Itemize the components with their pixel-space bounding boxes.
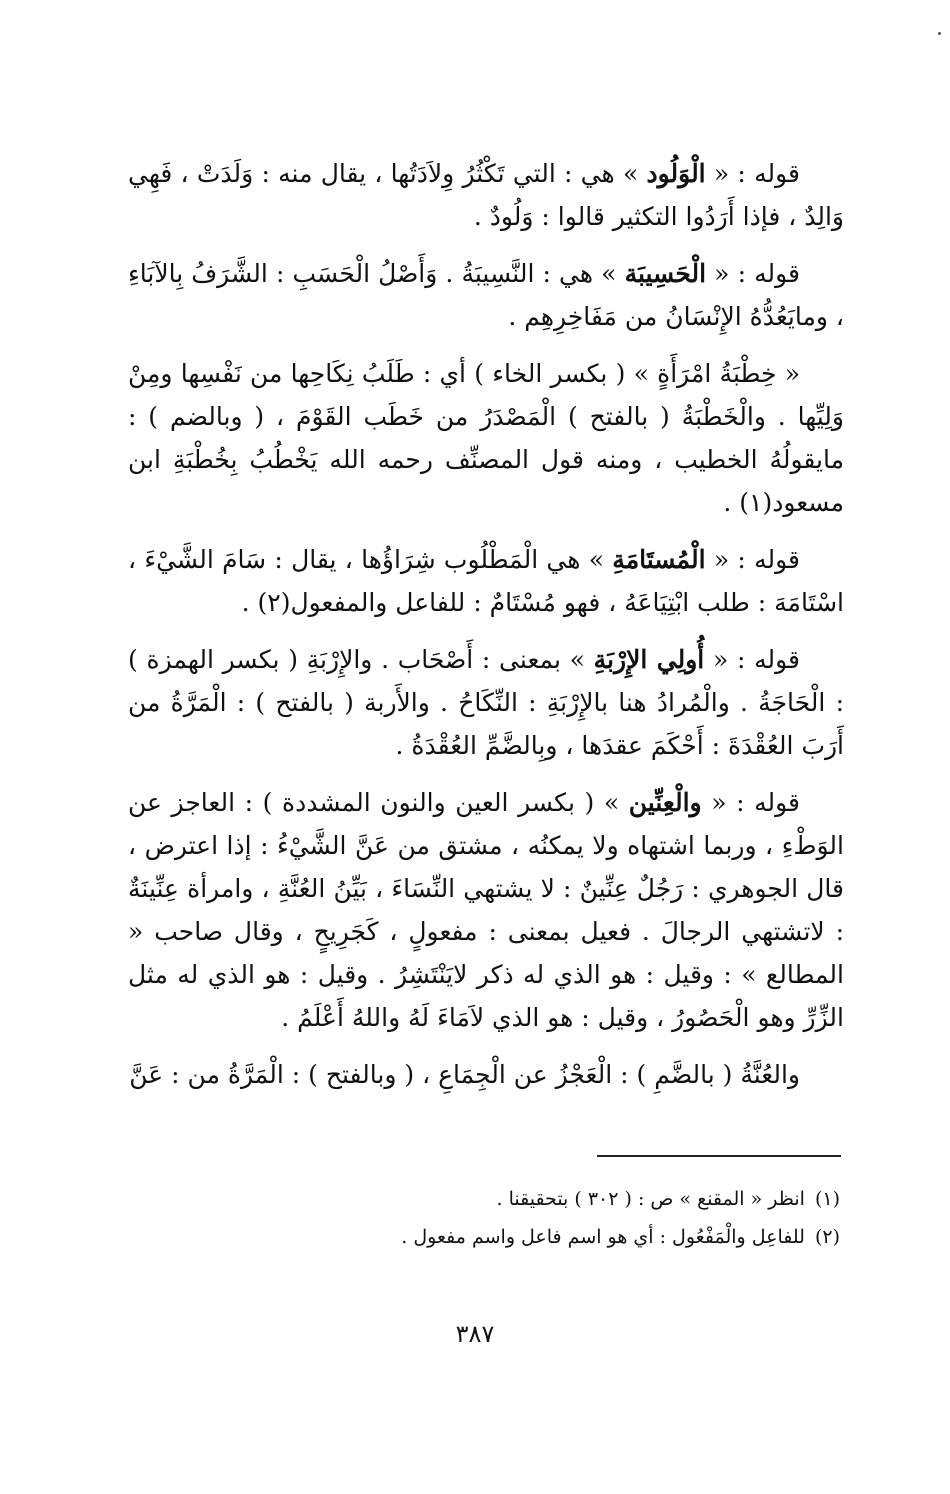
paragraph-lead: قوله : « [705, 159, 800, 188]
paragraph-term: الْحَسِيبَة [624, 259, 707, 288]
footnote-text: انظر « المقنع » ص : ( ٣٠٢ ) بتحقيقنا . [496, 1188, 805, 1210]
paragraph-body: » ( بكسر العين والنون المشددة ) : العاجز عن الوَطْءِ ، وربما اشتهاه ولا يمكنُه ، مشتق من عَنَّ الشَّيْءُ : إذا اعترض ، قال الجوهري : رَجُلٌ عِنِّينٌ : لا يشتهي النِّسَاءَ ، بَيِّنُ العُنَّةِ ، وامرأة عِنِّينَةٌ : لاتشتهي الرجالَ . فعيل بمعنى : مفعولٍ ، كَجَرِيحٍ ، وقال صاحب « المطالع » : وقيل : هو الذي له ذكر لايَنْتَشِرُ . وقيل : هو الذي له مثل الزِّرِّ وهو الْحَصُورُ ، وقيل : هو الذي لاَمَاءَ لَهُ واللهُ أَعْلَمُ . [128, 788, 844, 1032]
paragraph-term: الْمُستَامَةِ [612, 545, 706, 574]
footnote-number: (١) [814, 1188, 840, 1210]
paragraph-lead: « [776, 359, 800, 388]
paragraph [128, 1053, 844, 1096]
paragraph-body: » هي : التي تَكْثُرُ وِلاَدَتُها ، يقال منه : وَلَدَتْ ، فَهِي وَالِدٌ ، فإذا أَرَدُوا التكثير قالوا : وَلُودٌ . [128, 159, 844, 231]
paragraph [128, 781, 844, 1039]
paragraph [128, 352, 844, 524]
footnote-divider [597, 1155, 841, 1157]
paragraph [128, 638, 844, 767]
paragraph-lead: قوله : « [706, 259, 800, 288]
paragraph-term: أُولِي الإِرْبَةِ [593, 645, 705, 674]
paragraph [128, 252, 844, 338]
paragraph-body: » هي الْمَطْلُوب شِرَاؤُها ، يقال : سَامَ الشَّيْءَ ، اسْتَامَهَ : طلب ابْتِيَاعَهُ ، فهو مُسْتَامٌ : للفاعل والمفعول(٢) . [128, 545, 844, 617]
footnote [128, 1182, 840, 1216]
paragraph-body: » بمعنى : أَصْحَاب . والإِرْبَةِ ( بكسر الهمزة ) : الْحَاجَةُ . والْمُرادُ هنا بالإِرْبَةِ : النِّكَاحُ . والأَربة ( بالفتح ) : الْمَرَّةُ من أَرَبَ العُقْدَةَ : أَحْكَمَ عقدَها ، وبِالضَّمِّ العُقْدَةُ . [128, 645, 844, 760]
paragraph-body: والعُنَّةُ ( بالضَّمِ ) : الْعَجْزُ عن الْجِمَاعِ ، ( وبالفتح ) : الْمَرَّةُ من : عَنَّ [129, 1060, 800, 1089]
paragraph-body: » هي : النَّسِيبَةُ . وَأَصْلُ الْحَسَبِ : الشَّرَفُ بِالآبَاءِ ، ومايَعُدُّهُ الإِنْسَانُ من مَفَاخِرِهِم . [128, 259, 844, 331]
paragraph-body: خِطْبَةُ امْرَأَةٍ » ( بكسر الخاء ) أي : طَلَبُ نِكَاحِها من نَفْسِها ومِنْ وَلِيِّها . والْخَطْبَةُ ( بالفتح ) الْمَصْدَرُ من خَطَب القَوْمَ ، ( وبالضم ) : مايقولُهُ الخطيب ، ومنه قول المصنِّف رحمه الله يَخْطُبُ بِخُطْبَةِ ابن مسعود(١) . [128, 359, 844, 517]
paragraph-term: والْعِنِّين [628, 788, 702, 817]
footnotes [128, 1182, 840, 1258]
main-text [128, 152, 844, 1110]
paragraph-lead: قوله : « [701, 788, 800, 817]
paragraph-lead: قوله : « [705, 545, 800, 574]
footnote-number: (٢) [814, 1226, 840, 1248]
footnote-text: للفاعِل والْمَفْعُول : أي هو اسم فاعل واسم مفعول . [401, 1226, 805, 1248]
paragraph-term: الْوَلُود [646, 159, 706, 188]
page-number: ٣٨٧ [455, 1320, 495, 1348]
footnote [128, 1220, 840, 1254]
scan-speck [938, 32, 941, 35]
paragraph-lead: قوله : « [704, 645, 800, 674]
paragraph [128, 538, 844, 624]
paragraph [128, 152, 844, 238]
